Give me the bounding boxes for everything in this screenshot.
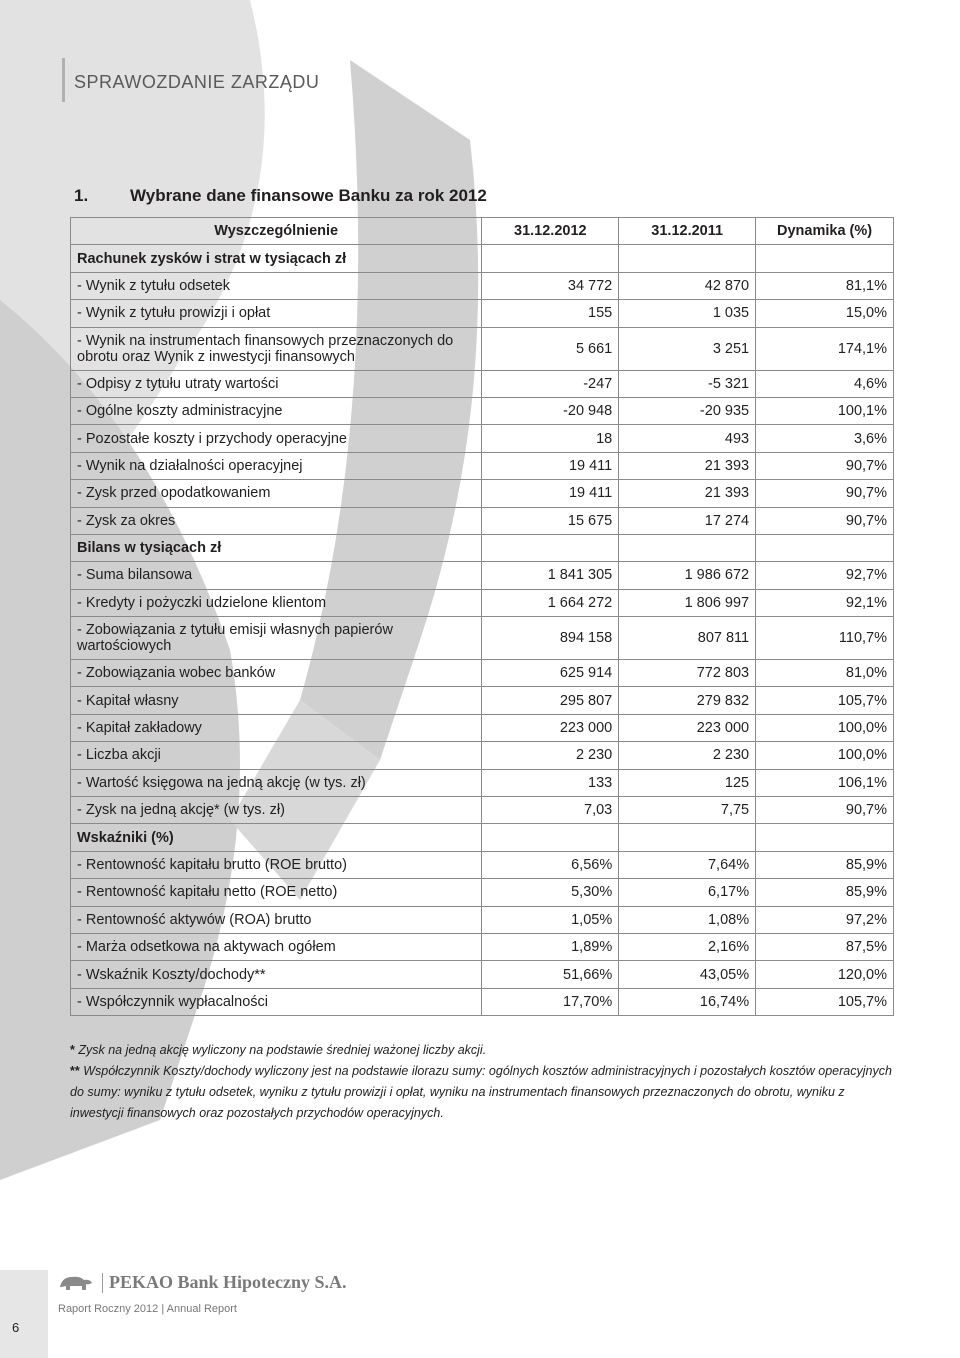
value-2012: 6,56%	[482, 851, 619, 878]
table-header-row	[71, 218, 894, 245]
table-row	[71, 562, 894, 589]
company-logo	[58, 1272, 347, 1293]
column-header: 31.12.2011	[619, 218, 756, 245]
category-label: Bilans w tysiącach zł	[71, 534, 482, 561]
value-2011: 1,08%	[619, 906, 756, 933]
row-label: - Współczynnik wypłacalności	[71, 988, 482, 1015]
table-row	[71, 589, 894, 616]
row-label: - Wynik na instrumentach finansowych przeznaczonych do obrotu oraz Wynik z inwestycji finansowych	[71, 327, 482, 370]
section-number: 1.	[74, 186, 89, 205]
row-label: - Suma bilansowa	[71, 562, 482, 589]
dynamics-value: 90,7%	[756, 507, 894, 534]
value-2012: 17,70%	[482, 988, 619, 1015]
value-2011: 1 806 997	[619, 589, 756, 616]
value-2012: 1,05%	[482, 906, 619, 933]
row-label: - Wynik z tytułu prowizji i opłat	[71, 300, 482, 327]
row-label: - Kapitał własny	[71, 687, 482, 714]
table-row	[71, 617, 894, 660]
footnotes	[70, 1040, 896, 1124]
dynamics-value: 87,5%	[756, 933, 894, 960]
table-category-row	[71, 245, 894, 272]
value-2011: 42 870	[619, 272, 756, 299]
table-row	[71, 742, 894, 769]
dynamics-value: 92,1%	[756, 589, 894, 616]
logo-text: PEKAO Bank Hipoteczny S.A.	[109, 1272, 347, 1292]
row-label: - Zysk za okres	[71, 507, 482, 534]
table-row	[71, 769, 894, 796]
value-2012: -247	[482, 370, 619, 397]
value-2012: 223 000	[482, 714, 619, 741]
row-label: - Zysk na jedną akcję* (w tys. zł)	[71, 797, 482, 824]
value-2011: 21 393	[619, 452, 756, 479]
dynamics-value: 4,6%	[756, 370, 894, 397]
column-header: 31.12.2012	[482, 218, 619, 245]
value-2011: 7,64%	[619, 851, 756, 878]
category-label: Rachunek zysków i strat w tysiącach zł	[71, 245, 482, 272]
row-label: - Odpisy z tytułu utraty wartości	[71, 370, 482, 397]
dynamics-value: 97,2%	[756, 906, 894, 933]
value-2012: 19 411	[482, 480, 619, 507]
empty-cell	[482, 824, 619, 851]
dynamics-value: 100,0%	[756, 742, 894, 769]
row-label: - Kredyty i pożyczki udzielone klientom	[71, 589, 482, 616]
logo-separator	[102, 1273, 103, 1293]
dynamics-value: 3,6%	[756, 425, 894, 452]
table-row	[71, 714, 894, 741]
row-label: - Zobowiązania z tytułu emisji własnych papierów wartościowych	[71, 617, 482, 660]
value-2012: 155	[482, 300, 619, 327]
dynamics-value: 105,7%	[756, 988, 894, 1015]
table-row	[71, 480, 894, 507]
footnote-2-text: Współczynnik Koszty/dochody wyliczony jest na podstawie ilorazu sumy: ogólnych kosztów administracyjnych i pozostałych kosztów operacyjnych do sumy: wyniku z tytułu odsetek, wyniku z tytułu prowizji i opłat, wyniku na instrumentach finansowych przeznaczonych do obrotu, wyniku z inwestycji finansowych oraz pozostałych przychodów operacyjnych.	[70, 1064, 892, 1120]
value-2011: 1 035	[619, 300, 756, 327]
column-header: Wyszczególnienie	[71, 218, 482, 245]
table-row	[71, 507, 894, 534]
value-2012: 51,66%	[482, 961, 619, 988]
table-row	[71, 272, 894, 299]
row-label: - Kapitał zakładowy	[71, 714, 482, 741]
table-row	[71, 397, 894, 424]
header-accent-bar	[62, 58, 65, 102]
table-row	[71, 660, 894, 687]
value-2011: 223 000	[619, 714, 756, 741]
value-2011: 17 274	[619, 507, 756, 534]
table-category-row	[71, 824, 894, 851]
value-2011: 7,75	[619, 797, 756, 824]
value-2011: 807 811	[619, 617, 756, 660]
value-2011: 2 230	[619, 742, 756, 769]
empty-cell	[756, 824, 894, 851]
table-body	[71, 245, 894, 1016]
value-2012: 133	[482, 769, 619, 796]
row-label: - Zysk przed opodatkowaniem	[71, 480, 482, 507]
dynamics-value: 90,7%	[756, 480, 894, 507]
row-label: - Ogólne koszty administracyjne	[71, 397, 482, 424]
row-label: - Rentowność aktywów (ROA) brutto	[71, 906, 482, 933]
empty-cell	[756, 534, 894, 561]
value-2012: 1,89%	[482, 933, 619, 960]
row-label: - Rentowność kapitału brutto (ROE brutto)	[71, 851, 482, 878]
dynamics-value: 120,0%	[756, 961, 894, 988]
footnote-2	[70, 1061, 896, 1124]
table-row	[71, 879, 894, 906]
value-2012: 5,30%	[482, 879, 619, 906]
value-2012: 34 772	[482, 272, 619, 299]
dynamics-value: 174,1%	[756, 327, 894, 370]
value-2011: 772 803	[619, 660, 756, 687]
value-2012: 15 675	[482, 507, 619, 534]
table-row	[71, 906, 894, 933]
empty-cell	[482, 534, 619, 561]
table-category-row	[71, 534, 894, 561]
table-row	[71, 961, 894, 988]
financial-data-table	[70, 217, 894, 1016]
value-2011: 43,05%	[619, 961, 756, 988]
value-2012: 18	[482, 425, 619, 452]
report-line: Raport Roczny 2012 | Annual Report	[58, 1303, 237, 1315]
value-2012: 7,03	[482, 797, 619, 824]
empty-cell	[482, 245, 619, 272]
table-row	[71, 300, 894, 327]
value-2011: 279 832	[619, 687, 756, 714]
row-label: - Pozostałe koszty i przychody operacyjne	[71, 425, 482, 452]
empty-cell	[619, 534, 756, 561]
table-row	[71, 933, 894, 960]
empty-cell	[756, 245, 894, 272]
value-2012: -20 948	[482, 397, 619, 424]
dynamics-value: 90,7%	[756, 797, 894, 824]
value-2012: 2 230	[482, 742, 619, 769]
value-2012: 1 841 305	[482, 562, 619, 589]
value-2011: 6,17%	[619, 879, 756, 906]
table-row	[71, 452, 894, 479]
bison-logo-icon	[58, 1273, 94, 1293]
empty-cell	[619, 824, 756, 851]
category-label: Wskaźniki (%)	[71, 824, 482, 851]
footnote-2-mark: **	[70, 1064, 80, 1078]
table-row	[71, 327, 894, 370]
column-header: Dynamika (%)	[756, 218, 894, 245]
dynamics-value: 90,7%	[756, 452, 894, 479]
dynamics-value: 81,0%	[756, 660, 894, 687]
row-label: - Liczba akcji	[71, 742, 482, 769]
row-label: - Wynik na działalności operacyjnej	[71, 452, 482, 479]
dynamics-value: 100,0%	[756, 714, 894, 741]
value-2011: -5 321	[619, 370, 756, 397]
dynamics-value: 15,0%	[756, 300, 894, 327]
dynamics-value: 106,1%	[756, 769, 894, 796]
value-2011: -20 935	[619, 397, 756, 424]
value-2011: 493	[619, 425, 756, 452]
footnote-1-text: Zysk na jedną akcję wyliczony na podstawie średniej ważonej liczby akcji.	[74, 1043, 487, 1057]
dynamics-value: 105,7%	[756, 687, 894, 714]
dynamics-value: 85,9%	[756, 851, 894, 878]
value-2011: 1 986 672	[619, 562, 756, 589]
footnote-1	[70, 1040, 896, 1061]
empty-cell	[619, 245, 756, 272]
page-number: 6	[12, 1320, 20, 1335]
value-2011: 2,16%	[619, 933, 756, 960]
value-2011: 21 393	[619, 480, 756, 507]
table-row	[71, 425, 894, 452]
value-2012: 19 411	[482, 452, 619, 479]
value-2011: 125	[619, 769, 756, 796]
row-label: - Wartość księgowa na jedną akcję (w tys. zł)	[71, 769, 482, 796]
row-label: - Wynik z tytułu odsetek	[71, 272, 482, 299]
value-2011: 16,74%	[619, 988, 756, 1015]
table-row	[71, 370, 894, 397]
table-row	[71, 797, 894, 824]
value-2012: 295 807	[482, 687, 619, 714]
value-2012: 625 914	[482, 660, 619, 687]
value-2012: 5 661	[482, 327, 619, 370]
row-label: - Zobowiązania wobec banków	[71, 660, 482, 687]
row-label: - Wskaźnik Koszty/dochody**	[71, 961, 482, 988]
table-row	[71, 687, 894, 714]
dynamics-value: 92,7%	[756, 562, 894, 589]
row-label: - Marża odsetkowa na aktywach ogółem	[71, 933, 482, 960]
dynamics-value: 81,1%	[756, 272, 894, 299]
dynamics-value: 85,9%	[756, 879, 894, 906]
table-row	[71, 988, 894, 1015]
footnote-1-mark: *	[70, 1043, 75, 1057]
page-header-title: SPRAWOZDANIE ZARZĄDU	[74, 72, 320, 92]
dynamics-value: 110,7%	[756, 617, 894, 660]
value-2011: 3 251	[619, 327, 756, 370]
value-2012: 894 158	[482, 617, 619, 660]
footer-side-tab	[0, 1270, 48, 1358]
section-title	[74, 186, 487, 206]
table-row	[71, 851, 894, 878]
section-title-text: Wybrane dane finansowe Banku za rok 2012	[130, 186, 487, 205]
value-2012: 1 664 272	[482, 589, 619, 616]
dynamics-value: 100,1%	[756, 397, 894, 424]
row-label: - Rentowność kapitału netto (ROE netto)	[71, 879, 482, 906]
